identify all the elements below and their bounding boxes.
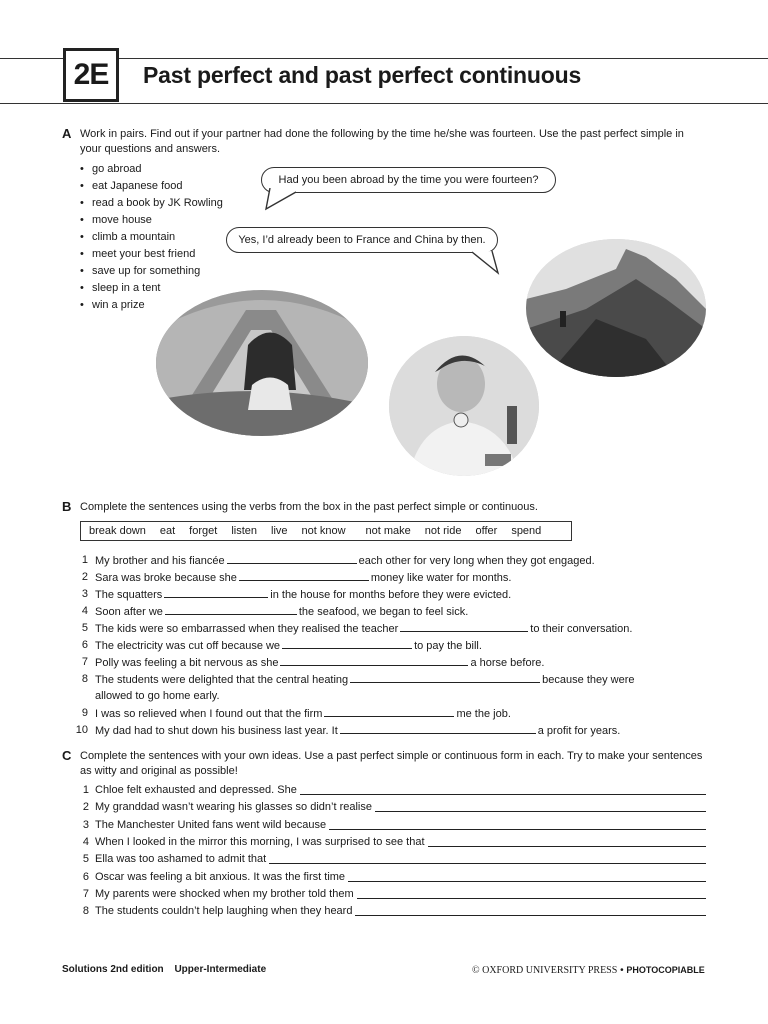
sentence-start: My dad had to shut down his business last year. It	[95, 725, 338, 737]
sentence-prompt: My granddad wasn’t wearing his glasses so didn’t realise	[95, 801, 372, 814]
exercise-c-row	[80, 904, 706, 920]
answer-blank[interactable]	[324, 706, 454, 717]
verb-box	[80, 521, 572, 541]
section-c-letter: C	[62, 748, 72, 763]
footer-copyright: © OXFORD UNIVERSITY PRESS • PHOTOCOPIABLE	[472, 965, 705, 976]
verb-item: break down	[89, 525, 146, 537]
boy-eating-sushi-photo	[389, 336, 539, 476]
list-item: • meet your best friend	[80, 247, 223, 264]
verb-item: offer	[475, 525, 498, 537]
verb-item: live	[271, 525, 288, 537]
sentence-end: money like water for months.	[370, 572, 512, 584]
item-number: 2	[81, 571, 88, 583]
speech-bubble-tail-icon	[262, 188, 302, 212]
sentence-start: allowed to go home early.	[95, 690, 220, 702]
item-number: 8	[81, 673, 88, 685]
sentence-start: Sara was broke because she	[95, 572, 237, 584]
verb-item: spend	[511, 525, 542, 537]
item-number: 4	[81, 605, 88, 617]
list-item: • eat Japanese food	[80, 179, 223, 196]
item-number: 1	[82, 784, 89, 796]
item-number: 2	[82, 801, 89, 814]
sentence-end: to their conversation.	[530, 623, 633, 635]
speech-bubble-tail-icon	[468, 248, 504, 276]
answer-blank[interactable]	[239, 570, 369, 581]
list-item: • win a prize	[80, 298, 223, 315]
answer-line[interactable]	[428, 835, 706, 847]
sentence-prompt: Ella was too ashamed to admit that	[95, 853, 267, 866]
verb-item: listen	[231, 525, 257, 537]
list-item: • read a book by JK Rowling	[80, 196, 223, 213]
exercise-c-row	[80, 835, 706, 851]
item-number: 9	[81, 707, 88, 719]
page-title: Past perfect and past perfect continuous	[143, 62, 582, 88]
header-rule-bottom	[0, 103, 768, 104]
exercise-c-row	[80, 887, 706, 903]
sentence-start: Soon after we	[95, 606, 163, 618]
item-number: 5	[81, 622, 88, 634]
sentence-end: me the job.	[456, 708, 511, 720]
answer-line[interactable]	[300, 783, 706, 795]
item-number: 10	[75, 724, 88, 736]
item-number: 7	[82, 887, 89, 900]
verb-item: eat	[159, 525, 176, 537]
item-number: 8	[82, 905, 89, 918]
answer-blank[interactable]	[400, 621, 528, 632]
mountain-climbing-photo	[526, 239, 706, 377]
speech-bubble-question: Had you been abroad by the time you were fourteen?	[261, 167, 556, 193]
verb-item: not make	[365, 525, 411, 537]
item-number: 3	[82, 818, 89, 831]
exercise-c-row	[80, 818, 706, 834]
section-a-letter: A	[62, 126, 72, 141]
item-number: 6	[82, 870, 89, 883]
section-c-instruction: Complete the sentences with your own ideas. Use a past perfect simple or continuous form in each. Try to make your sentences as witty and original as possible!	[80, 750, 703, 777]
sentence-end: because they were	[542, 674, 635, 686]
verb-item: not ride	[424, 525, 462, 537]
list-item: • sleep in a tent	[80, 281, 223, 298]
item-number: 7	[81, 656, 88, 668]
section-a-instruction: Work in pairs. Find out if your partner had done the following by the time he/she was fourteen. Use the past perfect simple in your questions and answers.	[80, 128, 684, 155]
sentence-start: The squatters	[95, 589, 163, 601]
answer-line[interactable]	[375, 800, 706, 812]
sentence-start: The kids were so embarrassed when they realised the teacher	[95, 623, 399, 635]
answer-line[interactable]	[269, 852, 706, 864]
sentence-end: each other for very long when they got engaged.	[358, 555, 595, 567]
section-b-instruction: Complete the sentences using the verbs from the box in the past perfect simple or continuous.	[80, 501, 538, 513]
section-b-letter: B	[62, 499, 72, 514]
sentence-start: The electricity was cut off because we	[95, 640, 281, 652]
exercise-c-row	[80, 852, 706, 868]
sentence-start: I was so relieved when I found out that the firm	[95, 708, 323, 720]
answer-blank[interactable]	[282, 638, 412, 649]
activity-list	[80, 162, 223, 315]
answer-blank[interactable]	[280, 655, 468, 666]
list-item: • move house	[80, 213, 223, 230]
verb-item: not know	[301, 525, 346, 537]
sentence-end: a horse before.	[470, 657, 545, 669]
speech-bubble-answer: Yes, I’d already been to France and China by then.	[226, 227, 498, 253]
footer-edition	[62, 964, 266, 975]
list-item: • go abroad	[80, 162, 223, 179]
answer-line[interactable]	[355, 904, 706, 916]
item-number: 6	[81, 639, 88, 651]
tent-photo	[156, 290, 368, 436]
verb-item: forget	[189, 525, 218, 537]
answer-blank[interactable]	[350, 672, 540, 683]
sentence-start: Polly was feeling a bit nervous as she	[95, 657, 279, 669]
sentence-end: a profit for years.	[537, 725, 621, 737]
item-number: 4	[82, 835, 89, 848]
unit-code-badge: 2E	[63, 48, 119, 102]
sentence-prompt: Oscar was feeling a bit anxious. It was the first time	[95, 870, 346, 883]
answer-blank[interactable]	[340, 723, 536, 734]
list-item: • save up for something	[80, 264, 223, 281]
sentence-end: in the house for months before they were evicted.	[270, 589, 512, 601]
footer-title: Solutions 2nd edition	[62, 964, 164, 975]
answer-line[interactable]	[357, 887, 706, 899]
answer-blank[interactable]	[164, 587, 268, 598]
exercise-c-row	[80, 870, 706, 886]
answer-blank[interactable]	[165, 604, 297, 615]
exercise-c-row	[80, 800, 706, 816]
sentence-prompt: The Manchester United fans went wild because	[95, 818, 327, 831]
sentence-prompt: Chloe felt exhausted and depressed. She	[95, 784, 297, 796]
footer-publisher: © OXFORD UNIVERSITY PRESS	[472, 965, 618, 976]
footer-photocopiable: PHOTOCOPIABLE	[626, 965, 705, 975]
item-number: 1	[81, 554, 88, 566]
sentence-prompt: When I looked in the mirror this morning, I was surprised to see that	[95, 835, 425, 848]
sentence-prompt: My parents were shocked when my brother told them	[95, 887, 354, 900]
list-item: • climb a mountain	[80, 230, 223, 247]
sentence-start: The students were delighted that the central heating	[95, 674, 349, 686]
sentence-prompt: The students couldn’t help laughing when they heard	[95, 905, 353, 918]
exercise-c-row	[80, 783, 706, 799]
item-number: 5	[82, 853, 89, 866]
answer-line[interactable]	[329, 818, 706, 830]
answer-blank[interactable]	[227, 553, 357, 564]
footer-level: Upper-Intermediate	[174, 964, 267, 975]
answer-line[interactable]	[348, 870, 706, 882]
sentence-start: My brother and his fiancée	[95, 555, 225, 567]
sentence-end: to pay the bill.	[414, 640, 482, 652]
item-number: 3	[81, 588, 88, 600]
sentence-end: the seafood, we began to feel sick.	[298, 606, 469, 618]
